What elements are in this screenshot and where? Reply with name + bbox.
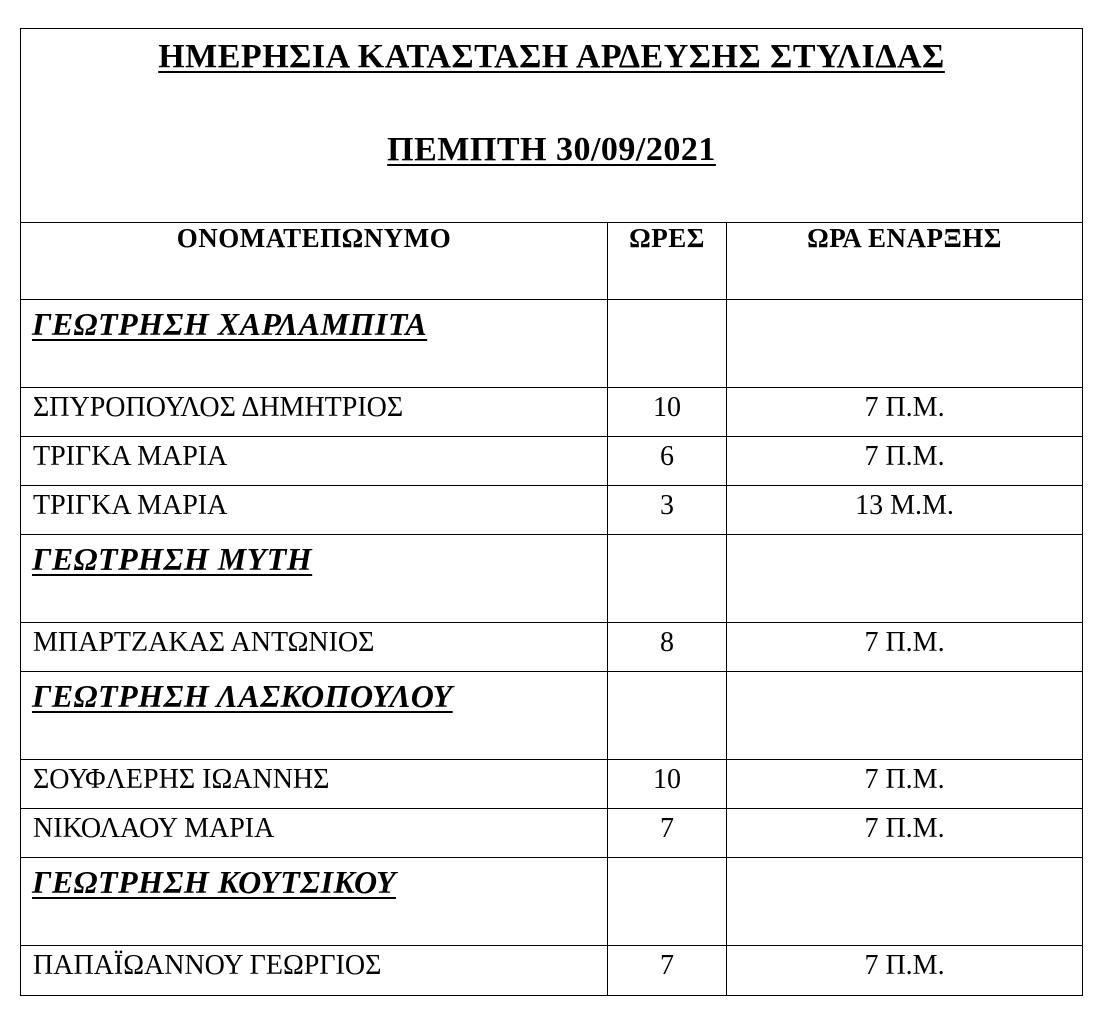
column-header-start-time: ΩΡΑ ΕΝΑΡΞΗΣ — [727, 223, 1083, 300]
row-name: ΣΠΥΡΟΠΟΥΛΟΣ ΔΗΜΗΤΡΙΟΣ — [21, 388, 608, 437]
section-empty-hours — [608, 535, 727, 623]
table-row — [21, 809, 1083, 858]
irrigation-schedule-table — [20, 28, 1083, 996]
row-hours: 10 — [608, 388, 727, 437]
row-start-time: 7 Π.Μ. — [727, 437, 1083, 486]
section-row-laskopoulou — [21, 672, 1083, 760]
table-row — [21, 623, 1083, 672]
row-start-time: 7 Π.Μ. — [727, 760, 1083, 809]
section-empty-hours — [608, 858, 727, 946]
section-row-myti — [21, 535, 1083, 623]
column-header-name: ΟΝΟΜΑΤΕΠΩΝΥΜΟ — [21, 223, 608, 300]
table-row — [21, 437, 1083, 486]
section-label-cell — [21, 300, 608, 388]
title-cell — [21, 29, 1083, 223]
section-row-koutsikou — [21, 858, 1083, 946]
row-hours: 10 — [608, 760, 727, 809]
row-start-time: 7 Π.Μ. — [727, 946, 1083, 996]
column-header-hours: ΩΡΕΣ — [608, 223, 727, 300]
section-empty-start — [727, 300, 1083, 388]
row-hours: 7 — [608, 809, 727, 858]
document-date: ΠΕΜΠΤΗ 30/09/2021 — [387, 131, 716, 168]
section-label: ΓΕΩΤΡΗΣΗ ΚΟΥΤΣΙΚΟΥ — [32, 864, 396, 900]
table-row — [21, 388, 1083, 437]
row-hours: 7 — [608, 946, 727, 996]
section-empty-start — [727, 672, 1083, 760]
section-label-cell — [21, 858, 608, 946]
section-empty-hours — [608, 300, 727, 388]
row-start-time: 7 Π.Μ. — [727, 388, 1083, 437]
table-row — [21, 486, 1083, 535]
row-hours: 8 — [608, 623, 727, 672]
section-row-charlampita — [21, 300, 1083, 388]
table-row — [21, 946, 1083, 996]
row-start-time: 7 Π.Μ. — [727, 809, 1083, 858]
document-title: ΗΜΕΡΗΣΙΑ ΚΑΤΑΣΤΑΣΗ ΑΡΔΕΥΣΗΣ ΣΤΥΛΙΔΑΣ — [158, 38, 945, 75]
row-hours: 3 — [608, 486, 727, 535]
row-hours: 6 — [608, 437, 727, 486]
row-name: ΠΑΠΑΪΩΑΝΝΟΥ ΓΕΩΡΓΙΟΣ — [21, 946, 608, 996]
section-empty-hours — [608, 672, 727, 760]
row-name: ΤΡΙΓΚΑ ΜΑΡΙΑ — [21, 486, 608, 535]
column-header-row — [21, 223, 1083, 300]
table-row — [21, 760, 1083, 809]
row-name: ΝΙΚΟΛΑΟΥ ΜΑΡΙΑ — [21, 809, 608, 858]
irrigation-schedule-sheet — [20, 28, 1082, 996]
section-label: ΓΕΩΤΡΗΣΗ ΜΥΤΗ — [32, 541, 313, 577]
row-start-time: 13 Μ.Μ. — [727, 486, 1083, 535]
section-empty-start — [727, 535, 1083, 623]
row-name: ΤΡΙΓΚΑ ΜΑΡΙΑ — [21, 437, 608, 486]
row-name: ΜΠΑΡΤΖΑΚΑΣ ΑΝΤΩΝΙΟΣ — [21, 623, 608, 672]
title-row — [21, 29, 1083, 223]
row-name: ΣΟΥΦΛΕΡΗΣ ΙΩΑΝΝΗΣ — [21, 760, 608, 809]
section-label-cell — [21, 672, 608, 760]
row-start-time: 7 Π.Μ. — [727, 623, 1083, 672]
section-label: ΓΕΩΤΡΗΣΗ ΛΑΣΚΟΠΟΥΛΟΥ — [32, 678, 453, 714]
section-empty-start — [727, 858, 1083, 946]
section-label-cell — [21, 535, 608, 623]
section-label: ΓΕΩΤΡΗΣΗ ΧΑΡΛΑΜΠΙΤΑ — [32, 306, 428, 342]
